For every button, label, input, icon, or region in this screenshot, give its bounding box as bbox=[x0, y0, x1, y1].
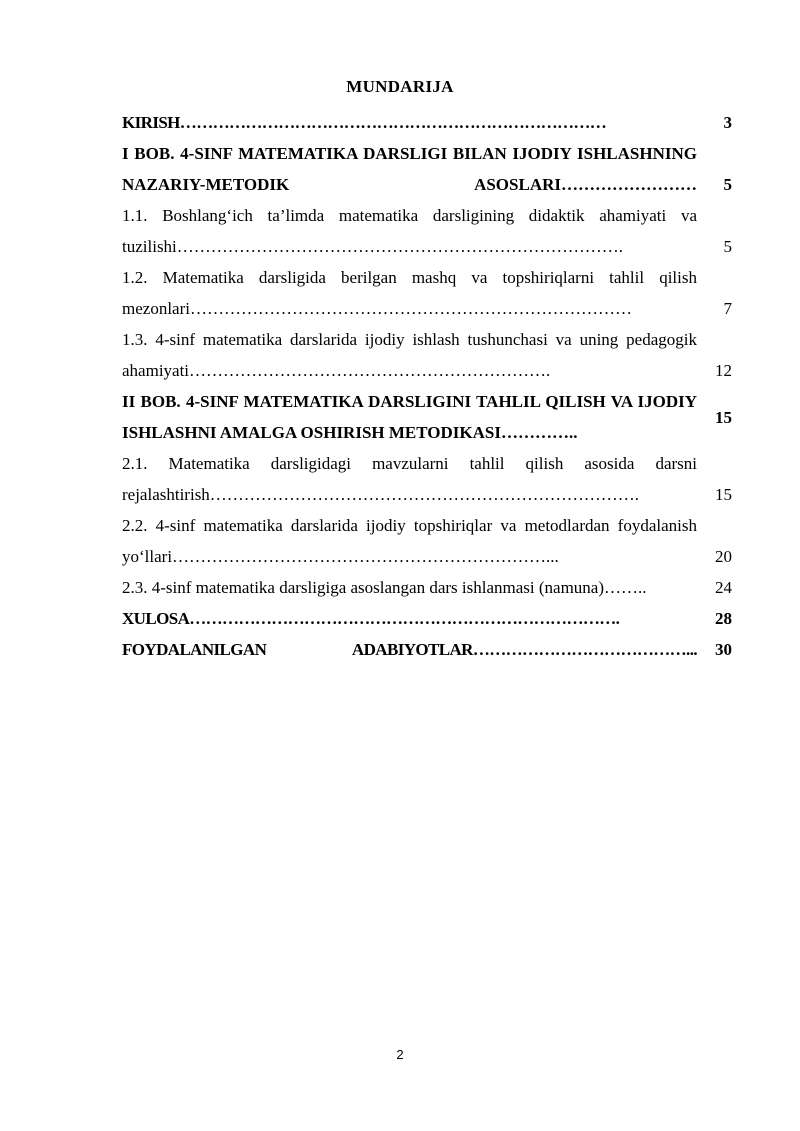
toc-entry-text: XULOSA……………………………………………………………………. bbox=[122, 609, 620, 628]
toc-entry-page: 5 bbox=[723, 237, 732, 256]
toc-entry-text: 1.3. 4-sinf matematika darslarida ijodiy ishlash tushunchasi va uning pedagogik ahamiyati………………………………………………………. bbox=[122, 330, 697, 380]
toc-title: MUNDARIJA bbox=[346, 77, 454, 96]
toc-entry-text: 2.1. Matematika darsligidagi mavzularni tahlil qilish asosida darsni rejalashtirish…………………………………………………………………. bbox=[122, 454, 697, 504]
toc-entry-chapter-2[interactable] bbox=[122, 386, 732, 448]
toc-entry-chapter-1[interactable] bbox=[122, 138, 732, 200]
toc-entry-section-1-3[interactable] bbox=[122, 324, 732, 386]
toc-entry-page: 24 bbox=[715, 578, 732, 597]
toc-entry-section-2-1[interactable] bbox=[122, 448, 732, 510]
toc-entry-text: 1.2. Matematika darsligida berilgan mashq va topshiriqlarni tahlil qilish mezonlari…………………………………………………………………… bbox=[122, 268, 697, 318]
toc-entry-page: 12 bbox=[715, 361, 732, 380]
toc-entry-section-2-2[interactable] bbox=[122, 510, 732, 572]
toc-entry-section-2-3[interactable] bbox=[122, 572, 732, 603]
toc-entry-adabiyotlar[interactable] bbox=[122, 634, 732, 665]
toc-entry-page: 28 bbox=[715, 609, 732, 628]
toc-entry-page: 3 bbox=[723, 113, 732, 132]
toc-entry-page: 20 bbox=[715, 547, 732, 566]
toc-entry-text: 2.2. 4-sinf matematika darslarida ijodiy topshiriqlar va metodlardan foydalanish yo‘llari…………………………………………………………... bbox=[122, 516, 697, 566]
table-of-contents bbox=[122, 107, 732, 665]
page-number: 2 bbox=[396, 1047, 404, 1062]
toc-entry-text: I BOB. 4-SINF MATEMATIKA DARSLIGI BILAN IJODIY ISHLASHNING NAZARIY-METODIK ASOSLARI…………………… bbox=[122, 144, 697, 194]
toc-entry-page: 30 bbox=[715, 640, 732, 659]
toc-entry-page: 15 bbox=[715, 407, 732, 427]
toc-entry-page: 7 bbox=[723, 299, 732, 318]
toc-entry-page: 15 bbox=[715, 485, 732, 504]
toc-entry-page: 5 bbox=[723, 175, 732, 194]
toc-entry-text: FOYDALANILGAN ADABIYOTLAR…………………………………... bbox=[122, 640, 697, 659]
toc-entry-section-1-1[interactable] bbox=[122, 200, 732, 262]
toc-entry-text: II BOB. 4-SINF MATEMATIKA DARSLIGINI TAHLIL QILISH VA IJODIY ISHLASHNI AMALGA OSHIRISH METODIKASI………….. bbox=[122, 392, 697, 442]
toc-entry-text: 2.3. 4-sinf matematika darsligiga asoslangan dars ishlanmasi (namuna)…….. bbox=[122, 578, 647, 597]
toc-entry-text: 1.1. Boshlang‘ich ta’limda matematika darsligining didaktik ahamiyati va tuzilishi……………………………………………………………………. bbox=[122, 206, 697, 256]
toc-entry-kirish[interactable] bbox=[122, 107, 732, 138]
toc-entry-xulosa[interactable] bbox=[122, 603, 732, 634]
toc-entry-text: KIRISH…………………………………………………………………… bbox=[122, 113, 607, 132]
toc-entry-section-1-2[interactable] bbox=[122, 262, 732, 324]
